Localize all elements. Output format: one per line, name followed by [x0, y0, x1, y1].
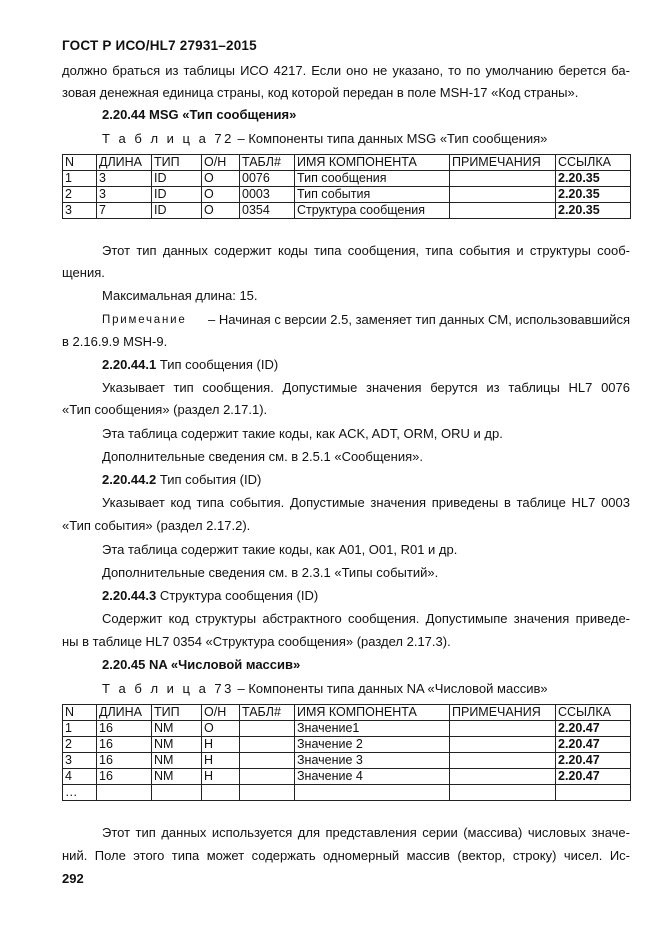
running-header: ГОСТ Р ИСО/HL7 27931–2015: [62, 38, 257, 53]
table-row: [63, 737, 631, 753]
column-header: О/Н: [202, 705, 240, 721]
table-cell: [450, 203, 556, 219]
table-cell: Тип события: [295, 187, 450, 203]
column-header: ИМЯ КОМПОНЕНТА: [295, 705, 450, 721]
table-cell: [450, 721, 556, 737]
column-header: ТАБЛ#: [240, 155, 295, 171]
table-cell: NM: [152, 721, 202, 737]
table-cell: 3: [63, 753, 97, 769]
column-header: ДЛИНА: [97, 705, 152, 721]
table-row: [63, 753, 631, 769]
structure-line-1: Содержит код структуры абстрактного сообщения. Допустимыпе значения приведе-: [102, 611, 630, 626]
table-cell: 0003: [240, 187, 295, 203]
table-cell: Значение 4: [295, 769, 450, 785]
table-header-row: [63, 155, 631, 171]
table-cell: [556, 785, 631, 801]
table-cell: …: [63, 785, 97, 801]
table-cell: [97, 785, 152, 801]
table-cell: 3: [63, 203, 97, 219]
table-row: [63, 171, 631, 187]
table-cell: 16: [97, 721, 152, 737]
column-header: N: [63, 155, 97, 171]
note-text: – Начиная с версии 2.5, заменяет тип данных CM, использовавшийся: [208, 312, 630, 327]
table-cell: Н: [202, 737, 240, 753]
table-cell: Тип сообщения: [295, 171, 450, 187]
note-line-2: в 2.16.9.9 MSH-9.: [62, 334, 168, 349]
table-cell: 2.20.35: [556, 203, 631, 219]
table-cell: Значение 3: [295, 753, 450, 769]
structure-line-2: ны в таблице HL7 0354 «Структура сообщения» (раздел 2.17.3).: [62, 634, 451, 649]
table-72-title: – Компоненты типа данных MSG «Тип сообщения»: [237, 131, 548, 146]
table-cell: 3: [97, 171, 152, 187]
table-cell: Н: [202, 753, 240, 769]
table-cell: [202, 785, 240, 801]
msg-max-length: Максимальная длина: 15.: [102, 288, 258, 303]
table-cell: 2: [63, 187, 97, 203]
event-type-line-1: Указывает код типа события. Допустимые значения приведены в таблице HL7 0003: [102, 495, 630, 510]
column-header: ПРИМЕЧАНИЯ: [450, 705, 556, 721]
table-cell: 3: [97, 187, 152, 203]
table-cell: 2.20.47: [556, 737, 631, 753]
subsection-heading-structure: 2.20.44.3 Структура сообщения (ID): [102, 588, 319, 603]
column-header: ИМЯ КОМПОНЕНТА: [295, 155, 450, 171]
table-cell: 2: [63, 737, 97, 753]
table-cell: О: [202, 203, 240, 219]
column-header: ТИП: [152, 705, 202, 721]
column-header: ДЛИНА: [97, 155, 152, 171]
msg-type-more: Дополнительные сведения см. в 2.5.1 «Сообщения».: [102, 449, 423, 464]
column-header: ПРИМЕЧАНИЯ: [450, 155, 556, 171]
table-cell: NM: [152, 769, 202, 785]
table-72-prefix: Т а б л и ц а 72: [102, 131, 234, 146]
table-cell: [295, 785, 450, 801]
table-row: [63, 721, 631, 737]
page-number: 292: [62, 871, 84, 886]
intro-line-1: должно браться из таблицы ИСО 4217. Если оно не указано, то по умолчанию берется ба-: [62, 63, 630, 78]
table-cell: 2.20.47: [556, 753, 631, 769]
table-cell: О: [202, 721, 240, 737]
na-desc-line-2: ний. Поле этого типа может содержать одномерный массив (вектор, строку) чисел. Ис-: [62, 848, 630, 863]
msg-type-line-2: «Тип сообщения» (раздел 2.17.1).: [62, 402, 268, 417]
table-cell: NM: [152, 737, 202, 753]
table-cell: [240, 785, 295, 801]
table-cell: 1: [63, 721, 97, 737]
table-cell: [240, 753, 295, 769]
table-73-title: – Компоненты типа данных NA «Числовой массив»: [237, 681, 548, 696]
table-cell: [450, 785, 556, 801]
msg-note: [102, 309, 630, 331]
table-row: [63, 187, 631, 203]
table-cell: Н: [202, 769, 240, 785]
table-cell: Значение1: [295, 721, 450, 737]
table-row: [63, 203, 631, 219]
table-cell: 0076: [240, 171, 295, 187]
subsection-heading-message-type: 2.20.44.1 Тип сообщения (ID): [102, 357, 279, 372]
na-components-table: [62, 704, 631, 801]
column-header: ССЫЛКА: [556, 705, 631, 721]
table-cell: 2.20.47: [556, 721, 631, 737]
table-cell: [240, 737, 295, 753]
table-cell: ID: [152, 203, 202, 219]
msg-components-table: [62, 154, 631, 219]
table-cell: 4: [63, 769, 97, 785]
msg-desc-line-1: Этот тип данных содержит коды типа сообщения, типа события и структуры сооб-: [102, 243, 630, 258]
table-cell: 16: [97, 753, 152, 769]
table-cell: 2.20.35: [556, 171, 631, 187]
table-cell: ID: [152, 171, 202, 187]
column-header: ТИП: [152, 155, 202, 171]
table-cell: 16: [97, 769, 152, 785]
column-header: О/Н: [202, 155, 240, 171]
table-row: [63, 785, 631, 801]
table-cell: [450, 769, 556, 785]
column-header: N: [63, 705, 97, 721]
table-cell: 1: [63, 171, 97, 187]
table-cell: 7: [97, 203, 152, 219]
event-type-more: Дополнительные сведения см. в 2.3.1 «Типы событий».: [102, 565, 439, 580]
event-type-line-2: «Тип события» (раздел 2.17.2).: [62, 518, 251, 533]
table-72-caption: [102, 128, 630, 150]
table-cell: [450, 171, 556, 187]
table-cell: О: [202, 171, 240, 187]
table-73-caption: [102, 678, 630, 700]
table-cell: 2.20.35: [556, 187, 631, 203]
section-heading-na: 2.20.45 NA «Числовой массив»: [102, 657, 301, 672]
table-cell: [450, 737, 556, 753]
na-desc-line-1: Этот тип данных используется для представления серии (массива) числовых значе-: [102, 825, 630, 840]
intro-line-2: зовая денежная единица страны, код которой передан в поле MSH-17 «Код страны».: [62, 85, 579, 100]
table-cell: Значение 2: [295, 737, 450, 753]
table-cell: Структура сообщения: [295, 203, 450, 219]
table-cell: [450, 187, 556, 203]
subsection-heading-event-type: 2.20.44.2 Тип события (ID): [102, 472, 262, 487]
table-cell: [450, 753, 556, 769]
table-cell: [240, 769, 295, 785]
table-cell: NM: [152, 753, 202, 769]
table-cell: ID: [152, 187, 202, 203]
note-label: Примечание: [102, 314, 187, 326]
column-header: ССЫЛКА: [556, 155, 631, 171]
msg-type-codes: Эта таблица содержит такие коды, как ACK, ADT, ORM, ORU и др.: [102, 426, 503, 441]
table-73-prefix: Т а б л и ц а 73: [102, 681, 234, 696]
event-type-codes: Эта таблица содержит такие коды, как A01, O01, R01 и др.: [102, 542, 458, 557]
column-header: ТАБЛ#: [240, 705, 295, 721]
table-cell: [152, 785, 202, 801]
table-header-row: [63, 705, 631, 721]
section-heading-msg: 2.20.44 MSG «Тип сообщения»: [102, 107, 297, 122]
table-cell: 16: [97, 737, 152, 753]
msg-type-line-1: Указывает тип сообщения. Допустимые значения берутся из таблицы HL7 0076: [102, 380, 630, 395]
table-cell: 0354: [240, 203, 295, 219]
table-cell: 2.20.47: [556, 769, 631, 785]
table-cell: [240, 721, 295, 737]
table-cell: О: [202, 187, 240, 203]
msg-desc-line-2: щения.: [62, 265, 105, 280]
table-row: [63, 769, 631, 785]
